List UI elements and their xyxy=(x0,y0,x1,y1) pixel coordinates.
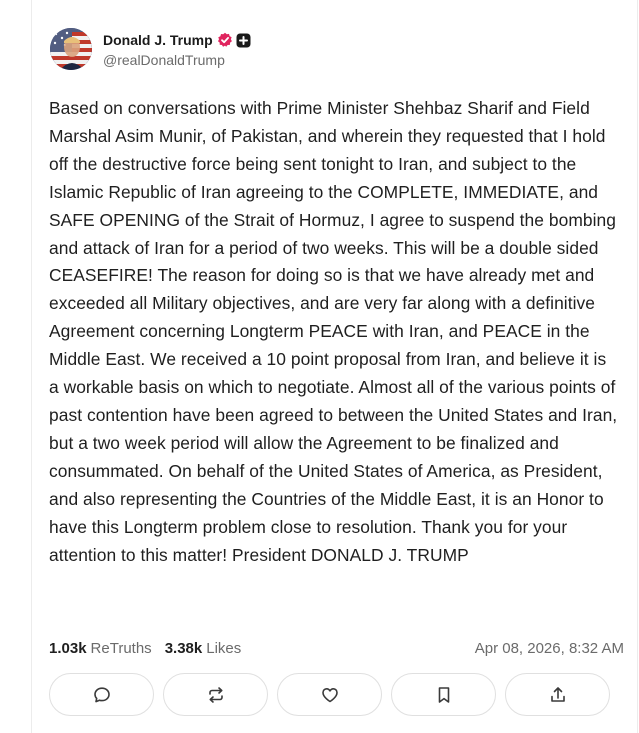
author-handle[interactable]: @realDonaldTrump xyxy=(103,52,225,68)
retruths-count[interactable]: 1.03k xyxy=(49,639,87,657)
avatar-image xyxy=(50,28,92,70)
share-icon xyxy=(548,685,568,705)
post-header xyxy=(50,26,251,72)
post-actions xyxy=(49,673,610,716)
post-card xyxy=(31,0,638,733)
retruth-button[interactable] xyxy=(163,673,268,716)
author-name-row xyxy=(103,30,251,50)
plus-badge-icon xyxy=(236,33,251,48)
author-display-name[interactable]: Donald J. Trump xyxy=(103,32,213,48)
avatar[interactable] xyxy=(50,28,92,70)
post-stats xyxy=(49,637,624,659)
share-button[interactable] xyxy=(505,673,610,716)
like-icon xyxy=(320,685,340,705)
post-timestamp[interactable]: Apr 08, 2026, 8:32 AM xyxy=(474,639,624,657)
reply-icon xyxy=(92,685,112,705)
retruths-label[interactable]: ReTruths xyxy=(90,639,152,657)
like-button[interactable] xyxy=(277,673,382,716)
bookmark-icon xyxy=(434,685,454,705)
reply-button[interactable] xyxy=(49,673,154,716)
likes-label[interactable]: Likes xyxy=(206,639,242,657)
likes-count[interactable]: 3.38k xyxy=(164,639,203,657)
bookmark-button[interactable] xyxy=(391,673,496,716)
author-info xyxy=(103,30,251,68)
retruth-icon xyxy=(206,685,226,705)
verified-badge-icon xyxy=(217,32,233,48)
post-body-text: Based on conversations with Prime Minister Shehbaz Sharif and Field Marshal Asim Munir, of Pakistan, and wherein they requested that I hold off the destructive force being sent tonight to Iran, and subject to the Islamic Republic of Iran agreeing to the COMPLETE, IMMEDIATE, and SAFE OPENING of the Strait of Hormuz, I agree to suspend the bombing and attack of Iran for a period of two weeks. This will be a double sided CEASEFIRE! The reason for doing so is that we have already met and exceeded all Military objectives, and are very far along with a definitive Agreement concerning Longterm PEACE with Iran, and PEACE in the Middle East. We received a 10 point proposal from Iran, and believe it is a workable basis on which to negotiate. Almost all of the various points of past contention have been agreed to between the United States and Iran, but a two week period will allow the Agreement to be finalized and consummated. On behalf of the United States of America, as President, and also representing the Countries of the Middle East, it is an Honor to have this Longterm problem close to resolution. Thank you for your attention to this matter! President DONALD J. TRUMP xyxy=(49,98,618,565)
